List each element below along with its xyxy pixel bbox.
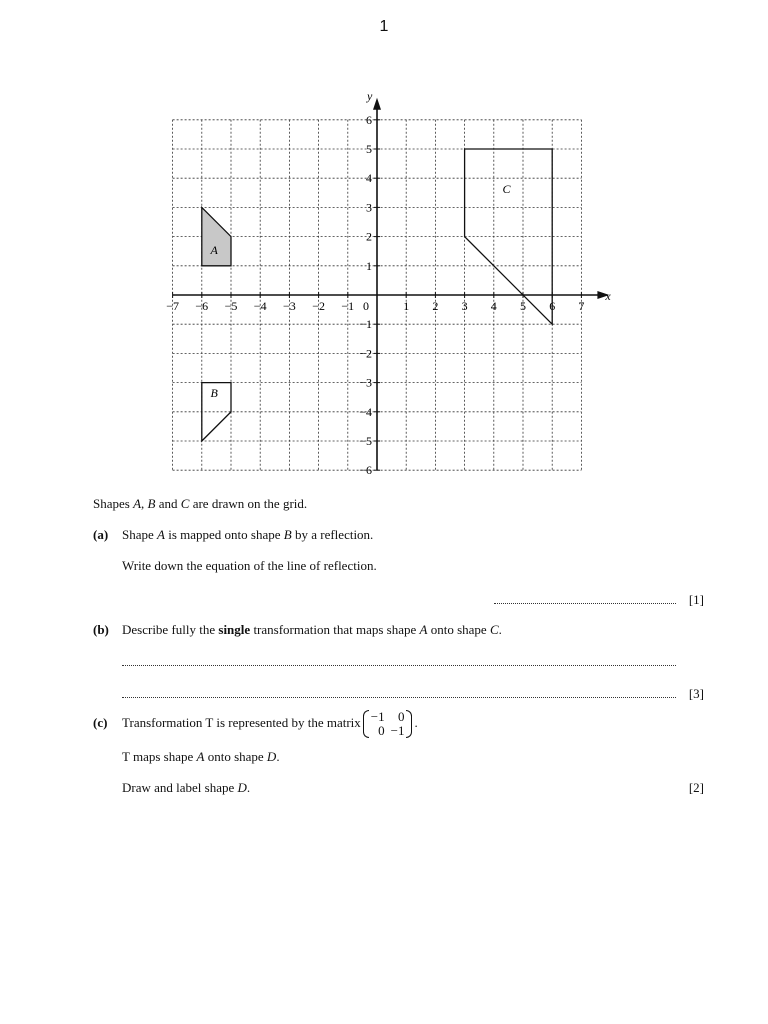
- transformation-matrix: −1 0 0 −1: [363, 710, 413, 738]
- part-c-label: (c): [93, 715, 108, 730]
- shape-c-label: C: [502, 181, 511, 196]
- y-tick-label: 3: [366, 200, 372, 215]
- page-number: 1: [379, 18, 389, 35]
- shape-b-label: B: [210, 386, 218, 401]
- part-a-instruction: Write down the equation of the line of reflection.: [122, 558, 377, 573]
- y-tick-label: −5: [359, 434, 372, 448]
- y-axis-arrow: [373, 98, 381, 110]
- part-c-statement: (c) Transformation T is represented by the matrix −1 0 0 −1 .: [93, 709, 418, 739]
- shape-a-label: A: [210, 243, 218, 258]
- y-tick-label: 6: [366, 112, 372, 127]
- y-tick-label: −6: [359, 463, 372, 478]
- origin-label: 0: [363, 299, 369, 313]
- part-b-label: (b): [93, 622, 109, 637]
- y-tick-label: −1: [359, 317, 372, 332]
- y-tick-label: 5: [366, 142, 372, 156]
- part-b-statement: (b) Describe fully the single transformation that maps shape A onto shape C.: [93, 622, 502, 637]
- x-tick-label: −5: [224, 299, 238, 313]
- part-b-marks: [3]: [688, 686, 704, 701]
- part-c-marks: [2]: [688, 780, 704, 795]
- y-tick-label: 1: [366, 258, 372, 273]
- x-tick-label: 7: [578, 299, 585, 313]
- x-axis-label: x: [605, 289, 611, 303]
- part-a-answer-line[interactable]: [494, 603, 676, 604]
- x-tick-label: −2: [312, 299, 325, 313]
- part-c-instruction: Draw and label shape D.: [122, 780, 251, 795]
- part-c-mapping: T maps shape A onto shape D.: [122, 749, 280, 764]
- y-tick-label: −4: [359, 404, 372, 419]
- y-tick-label: −2: [359, 346, 372, 361]
- x-tick-label: −3: [283, 299, 296, 313]
- part-a-label: (a): [93, 527, 109, 542]
- part-a-marks: [1]: [688, 592, 704, 607]
- x-tick-label: −1: [341, 299, 355, 313]
- question-intro: Shapes A, B and C are drawn on the grid.: [93, 496, 308, 511]
- y-axis-label: y: [367, 88, 373, 103]
- x-tick-label: 3: [461, 299, 468, 313]
- y-tick-label: 4: [366, 171, 372, 186]
- x-tick-label: 2: [432, 299, 439, 313]
- part-b-answer-line-2[interactable]: [122, 697, 676, 698]
- x-tick-label: 4: [490, 299, 497, 313]
- x-tick-label: −4: [253, 299, 267, 313]
- y-tick-label: −3: [359, 375, 372, 390]
- part-a-statement: (a) Shape A is mapped onto shape B by a reflection.: [93, 527, 374, 542]
- x-tick-label: −6: [195, 299, 209, 313]
- part-b-answer-line-1[interactable]: [122, 665, 676, 666]
- x-tick-label: −7: [166, 299, 179, 313]
- x-tick-label: 6: [549, 299, 556, 313]
- x-tick-label: 1: [403, 299, 410, 313]
- coordinate-grid[interactable]: [150, 86, 620, 478]
- y-tick-label: 2: [366, 229, 372, 244]
- x-tick-label: 5: [520, 299, 526, 313]
